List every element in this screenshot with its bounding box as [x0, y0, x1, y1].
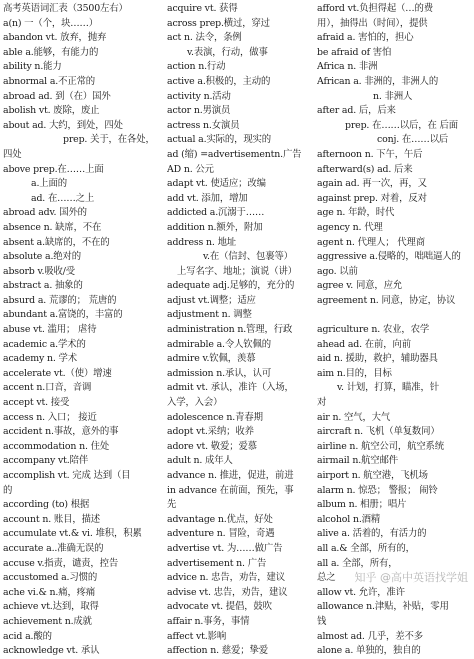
vocab-line: acid a.酸的	[3, 630, 52, 642]
vocab-line: afraid a. 害怕的，担心	[317, 32, 414, 44]
vocab-line: prep. 关于，在各处，	[63, 134, 155, 146]
vocab-line: adolescence n.青春期	[167, 411, 263, 423]
vocab-line: advantage n.优点，好处	[167, 513, 273, 525]
vocab-line: above prep.在……上面	[3, 163, 104, 175]
vocab-line: aircraft n. 飞机（单复数同）	[317, 426, 440, 438]
vocab-line: adjust vt.调整；适应	[167, 294, 256, 306]
vocab-line: addicted a.沉溺于……	[167, 207, 265, 219]
vocab-line: advertisement n. 广告	[167, 557, 267, 569]
vocab-line: 先	[167, 499, 177, 511]
vocab-line: actor n.男演员	[167, 105, 231, 117]
vocab-line: absolute a.绝对的	[3, 251, 81, 263]
vocab-line: v. 计划，打算，瞄准，针	[337, 382, 439, 394]
vocab-line: abandon vt. 放弃，抛弃	[3, 32, 107, 44]
vocab-line: a.上面的	[31, 178, 67, 190]
vocab-line: about ad. 大约，到处，四处	[3, 119, 123, 131]
vocab-line: accelerate vt.（使）增速	[3, 367, 112, 379]
column-1	[3, 2, 165, 659]
vocab-line: actual a.实际的，现实的	[167, 134, 272, 146]
vocab-line: n. 非洲人	[373, 90, 413, 102]
vocab-line: adore vt. 敬爱；爱慕	[167, 440, 257, 452]
vocab-line: adventure n. 冒险，奇遇	[167, 528, 275, 540]
vocab-line: adult n. 成年人	[167, 455, 233, 467]
vocab-line: all a. 全部，所有，	[317, 557, 398, 569]
vocab-line: affection n. 慈爱；挚爱	[167, 645, 268, 657]
vocab-line: abroad ad. 到（在）国外	[3, 90, 111, 102]
vocab-line: ad. 在……之上	[31, 192, 95, 204]
vocab-line: affect vt.影响	[167, 630, 227, 642]
vocab-line: action n.行动	[167, 61, 226, 73]
vocab-line: absent a.缺席的，不在的	[3, 236, 110, 248]
vocab-line: 的	[3, 484, 13, 496]
vocab-line: abroad adv. 国外的	[3, 207, 87, 219]
vocab-line: administration n.管理，行政	[167, 324, 293, 336]
vocab-line: according (to) 根据	[3, 499, 90, 511]
vocab-line: all a.& 全部，所有的，	[317, 542, 415, 554]
vocab-line: ad (缩) =advertisementn.广告	[167, 148, 302, 160]
vocab-line: almost ad. 几乎，差不多	[317, 630, 423, 642]
vocab-line: aggressive a.侵略的，咄咄逼人的	[317, 251, 461, 263]
vocab-line: across prep.横过，穿过	[167, 17, 270, 29]
vocab-line: acquire vt. 获得	[167, 3, 238, 14]
vocab-line: be afraid of 害怕	[317, 46, 392, 58]
vocab-line: album n. 相册；唱片	[317, 499, 407, 511]
vocab-line: aid n. 援助，救护，辅助器具	[317, 353, 438, 365]
vocab-line: abolish vt. 废除，废止	[3, 105, 100, 117]
vocab-line: admit vt. 承认，准许（入场，	[167, 382, 294, 394]
vocab-line: account n. 账目，描述	[3, 513, 101, 525]
vocab-line: abnormal a.不正常的	[3, 75, 96, 87]
vocab-line: ahead ad. 在前，向前	[317, 338, 411, 350]
vocab-line: 用），抽得出（时间），提供	[317, 17, 428, 29]
vocab-line: in advance 在前面，预先，事	[167, 484, 294, 496]
vocab-line: 高考英语词汇表（3500左右）	[3, 3, 128, 14]
vocab-line: achievement n.成就	[3, 615, 92, 627]
vocab-line: 对	[317, 397, 327, 409]
column-3	[317, 2, 472, 659]
vocab-line: aim n.目的，目标	[317, 367, 392, 379]
vocab-line: allow vt. 允许，准许	[317, 586, 405, 598]
vocab-line: African a. 非洲的，非洲人的	[317, 75, 439, 87]
vocab-line: academic a.学术的	[3, 338, 86, 350]
vocab-line: adequate adj.足够的，充分的	[167, 280, 295, 292]
vocab-line: v.表演，行动，做事	[187, 46, 268, 58]
vocab-line: ability n.能力	[3, 61, 62, 73]
vocab-line: accommodation n. 住处	[3, 440, 110, 452]
vocab-line: accomplish vt. 完成 达到（目	[3, 470, 131, 481]
vocab-line: affair n.事务，事情	[167, 615, 250, 627]
vocab-line: accurate a..准确无误的	[3, 542, 104, 554]
vocab-line: access n. 入口； 接近	[3, 411, 97, 423]
vocab-line: AD n. 公元	[167, 163, 214, 175]
vocab-line: alive a. 活着的，有活力的	[317, 528, 427, 540]
vocab-line: addition n.额外，附加	[167, 221, 263, 233]
vocab-line: 总之	[317, 572, 336, 584]
vocab-line: agriculture n. 农业，农学	[317, 324, 430, 336]
vocab-line: allowance n.津贴，补贴，零用	[317, 601, 449, 613]
vocab-line: accident n.事故，意外的事	[3, 426, 119, 438]
vocab-line: accustomed a.习惯的	[3, 572, 98, 584]
vocab-line: agent n. 代理人； 代理商	[317, 236, 425, 248]
vocab-line: airmail n.航空邮件	[317, 455, 398, 467]
vocab-line: v.在（信封、包裹等）	[203, 251, 293, 263]
vocab-line: 上写名字、地址；演说（讲）	[177, 265, 297, 277]
vocab-line: agency n. 代理	[317, 221, 383, 233]
vocab-line: against prep. 对着，反对	[317, 192, 427, 204]
vocab-line: a(n) 一（个，块……）	[3, 17, 98, 29]
vocab-line: afford vt.负担得起（…的费	[317, 3, 433, 14]
vocab-line: Africa n. 非洲	[317, 61, 378, 73]
vocab-line: accumulate vt.& vi. 堆积，积累	[3, 528, 142, 540]
vocab-line: prep. 在……以后，在 后面	[345, 119, 458, 131]
vocab-line: able a.能够，有能力的	[3, 46, 99, 58]
watermark: 知乎 @高中英语找学姐	[354, 571, 468, 584]
vocab-line: 入学，入会）	[167, 397, 223, 409]
vocab-line: alone a. 单独的，独自的	[317, 645, 421, 657]
vocab-line: admirable a.令人钦佩的	[167, 338, 271, 350]
vocab-line: airline n. 航空公司，航空系统	[317, 440, 445, 452]
vocab-line: absorb v.吸收/受	[3, 265, 76, 277]
vocab-line: advertise vt. 为……做广告	[167, 542, 283, 554]
vocab-line: advise vt. 忠告，劝告，建议	[167, 586, 288, 598]
vocab-line: 四处	[3, 148, 22, 160]
vocab-line: absurd a. 荒谬的； 荒唐的	[3, 294, 117, 306]
vocab-line: adopt vt.采纳；收养	[167, 426, 254, 438]
vocab-line: adjustment n. 调整	[167, 309, 252, 321]
vocab-line: alcohol n.酒精	[317, 513, 381, 525]
vocab-line: advice n. 忠告，劝告，建议	[167, 572, 285, 584]
vocab-line: age n. 年龄，时代	[317, 207, 395, 219]
vocab-line: advocate vt. 提倡，鼓吹	[167, 601, 272, 613]
vocab-line: 钱	[317, 615, 327, 627]
vocab-line: accuse v.指责，谴责，控告	[3, 557, 119, 569]
vocab-line: advance n. 推进，促进，前进	[167, 470, 294, 481]
vocab-line: achieve vt.达到，取得	[3, 601, 99, 613]
vocab-line: address n. 地址	[167, 236, 237, 248]
vocab-line: afterward(s) ad. 后来	[317, 163, 413, 175]
vocab-line: admission n.承认，认可	[167, 367, 272, 379]
vocab-line: add vt. 添加，增加	[167, 192, 248, 204]
vocab-line: academy n. 学术	[3, 353, 77, 365]
vocab-line: again ad. 再一次，再，又	[317, 178, 427, 190]
vocab-line: ago. 以前	[317, 265, 358, 277]
vocab-line: agree v. 同意，应允	[317, 280, 403, 292]
vocab-line: act n. 法令，条例	[167, 32, 242, 44]
vocab-line: actress n.女演员	[167, 119, 240, 131]
vocab-line: agreement n. 同意，协定，协议	[317, 294, 456, 306]
vocab-line: conj. 在……以后	[377, 134, 449, 146]
vocab-line: airport n. 航空港，飞机场	[317, 470, 428, 481]
vocab-line: alarm n. 惊恐； 警报； 闹铃	[317, 484, 438, 496]
vocab-line: after ad. 后，后来	[317, 105, 396, 117]
vocab-line: acknowledge vt. 承认	[3, 645, 100, 657]
vocab-line: absence n. 缺席，不在	[3, 221, 102, 233]
vocab-line: abuse vt. 滥用； 虐待	[3, 324, 97, 336]
column-2	[167, 2, 315, 659]
vocab-line	[317, 308, 472, 323]
vocab-line: air n. 空气，大气	[317, 411, 391, 423]
vocab-line: accent n.口音，音调	[3, 382, 92, 394]
vocab-line: admire v.钦佩，羡慕	[167, 353, 256, 365]
vocab-line: accept vt. 接受	[3, 397, 70, 409]
vocab-line: ache vi.& n.痛，疼痛	[3, 586, 96, 598]
vocab-line: adapt vt. 使适应；改编	[167, 178, 266, 190]
vocab-line: activity n.活动	[167, 90, 231, 102]
vocab-line: accompany vt.陪伴	[3, 455, 89, 467]
vocab-line: abundant a.富饶的，丰富的	[3, 309, 123, 321]
vocab-line: abstract a. 抽象的	[3, 280, 83, 292]
vocab-line: active a.积极的，主动的	[167, 75, 271, 87]
vocab-line: afternoon n. 下午，午后	[317, 148, 423, 160]
